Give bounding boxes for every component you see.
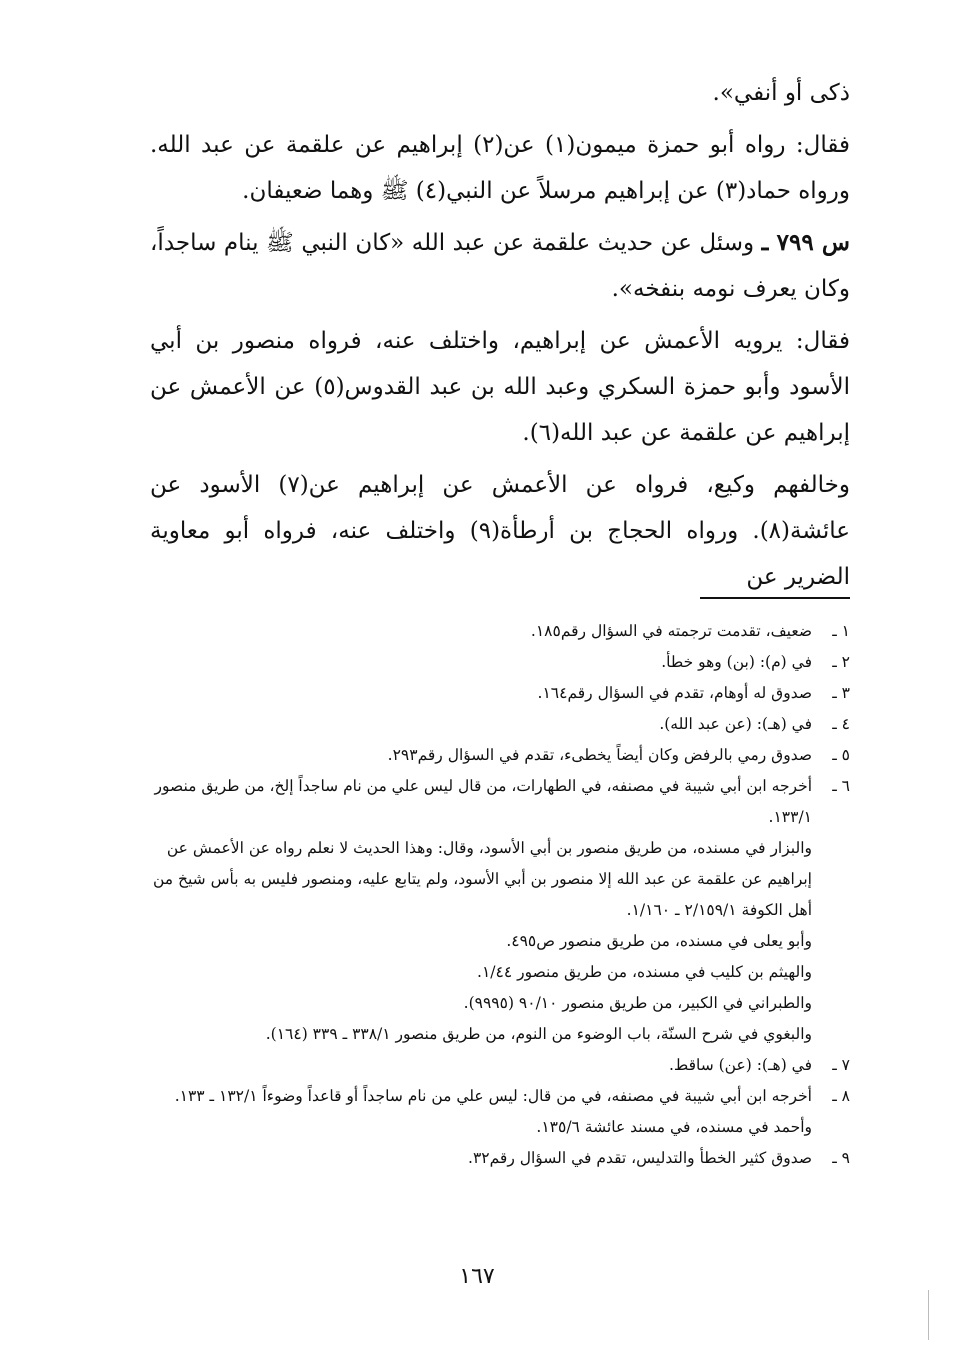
footnote-number: ٥ ـ: [832, 746, 850, 764]
footnote-6-line-2: وأبو يعلى في مسنده، من طريق منصور ص٤٩٥.: [506, 932, 812, 950]
footnotes: [150, 616, 850, 1174]
footnote-6-line-3: والهيثم بن كليب في مسنده، من طريق منصور ١/٤٤.: [477, 963, 812, 981]
page-number: ١٦٧: [459, 1264, 495, 1289]
paragraph-3: فقال: يرويه الأعمش عن إبراهيم، واختلف عنه، فرواه منصور بن أبي الأسود وأبو حمزة السكري وعبد الله بن عبد القدوس(٥) عن الأعمش عن إبراهيم عن علقمة عن عبد الله(٦).: [150, 328, 850, 446]
footnote-1: [150, 616, 850, 647]
footnote-8: [150, 1081, 850, 1112]
question-paragraph: [150, 220, 850, 312]
footnote-6-line-1: والبزار في مسنده، من طريق منصور بن أبي الأسود، وقال: وهذا الحديث لا نعلم رواه عن الأعمش عن إبراهيم عن علقمة عن عبد الله إلا منصور بن أبي الأسود، ولم يتابع عليه، ومنصور فليس به بأس شيخ من أهل الكوفة ٢/١٥٩/١ ـ ١/١٦٠.: [152, 839, 812, 919]
footnote-4: [150, 709, 850, 740]
footnote-6-continuation: [150, 833, 850, 1050]
footnote-text: أخرجه ابن أبي شيبة في مصنفه، في من قال: ليس علي من نام ساجداً أو قاعداً وضوءاً ١٣٢/١ ـ ١٣٣.: [174, 1087, 812, 1105]
footnote-text: في (هـ): (عن عبد الله).: [659, 715, 812, 733]
footnote-8-continuation: وأحمد في مسنده، في مسند عائشة ١٣٥/٦.: [536, 1118, 812, 1136]
margin-mark: [928, 1290, 929, 1340]
footnote-number: ٤ ـ: [832, 715, 850, 733]
main-text: [150, 70, 850, 606]
paragraph-2: فقال: رواه أبو حمزة ميمون(١) عن(٢) إبراهيم عن علقمة عن عبد الله. ورواه حماد(٣) عن إبراهيم مرسلاً عن النبي(٤) ﷺ وهما ضعيفان.: [150, 132, 850, 204]
footnote-7: [150, 1050, 850, 1081]
footnote-number: ٣ ـ: [832, 684, 850, 702]
footnote-text: صدوق له أوهام، تقدم في السؤال رقم١٦٤.: [537, 684, 812, 702]
paragraph-4: وخالفهم وكيع، فرواه عن الأعمش عن إبراهيم عن(٧) الأسود عن عائشة(٨). ورواه الحجاج بن أرطأة(٩) واختلف عنه، فرواه أبو معاوية الضرير عن: [150, 472, 850, 590]
footnote-6-line-5: والبغوي في شرح السنّة، باب الوضوء من النوم، من طريق منصور ٣٣٨/١ ـ ٣٣٩ (١٦٤).: [265, 1025, 812, 1043]
footnote-2: [150, 647, 850, 678]
footnote-text: في (هـ): (عن) ساقط.: [668, 1056, 812, 1074]
footnote-text: ضعيف، تقدمت ترجمته في السؤال رقم١٨٥.: [530, 622, 812, 640]
footnote-text: صدوق كثير الخطأ والتدليس، تقدم في السؤال رقم٣٢.: [468, 1149, 812, 1167]
footnote-number: ٩ ـ: [832, 1149, 850, 1167]
footnote-3: [150, 678, 850, 709]
footnote-9: [150, 1143, 850, 1174]
question-number: س ٧٩٩ ـ: [761, 229, 850, 256]
footnote-text: في (م): (بن) وهو خطأ.: [661, 653, 812, 671]
footnote-number: ١ ـ: [832, 622, 850, 640]
footnote-number: ٧ ـ: [832, 1056, 850, 1074]
footnote-6-line-4: والطبراني في الكبير، من طريق منصور ٩٠/١٠ (٩٩٩٥).: [463, 994, 812, 1012]
footnote-5: [150, 740, 850, 771]
footnote-text: صدوق رمي بالرفض وكان أيضاً يخطىء، تقدم في السؤال رقم٢٩٣.: [387, 746, 812, 764]
footnote-text: أخرجه ابن أبي شيبة في مصنفه، في الطهارات، من قال ليس علي من نام ساجداً إلخ، من طريق منصور ١٣٣/١.: [154, 777, 812, 826]
footnote-separator: [700, 597, 850, 599]
footnote-6: [150, 771, 850, 833]
footnote-number: ٢ ـ: [832, 653, 850, 671]
footnote-number: ٦ ـ: [832, 777, 850, 795]
footnote-number: ٨ ـ: [832, 1087, 850, 1105]
question-text: وسئل عن حديث علقمة عن عبد الله «كان النبي ﷺ ينام ساجداً، وكان يعرف نومه بنفخه».: [150, 230, 850, 302]
paragraph-1: ذكى أو أنفي».: [712, 80, 850, 106]
